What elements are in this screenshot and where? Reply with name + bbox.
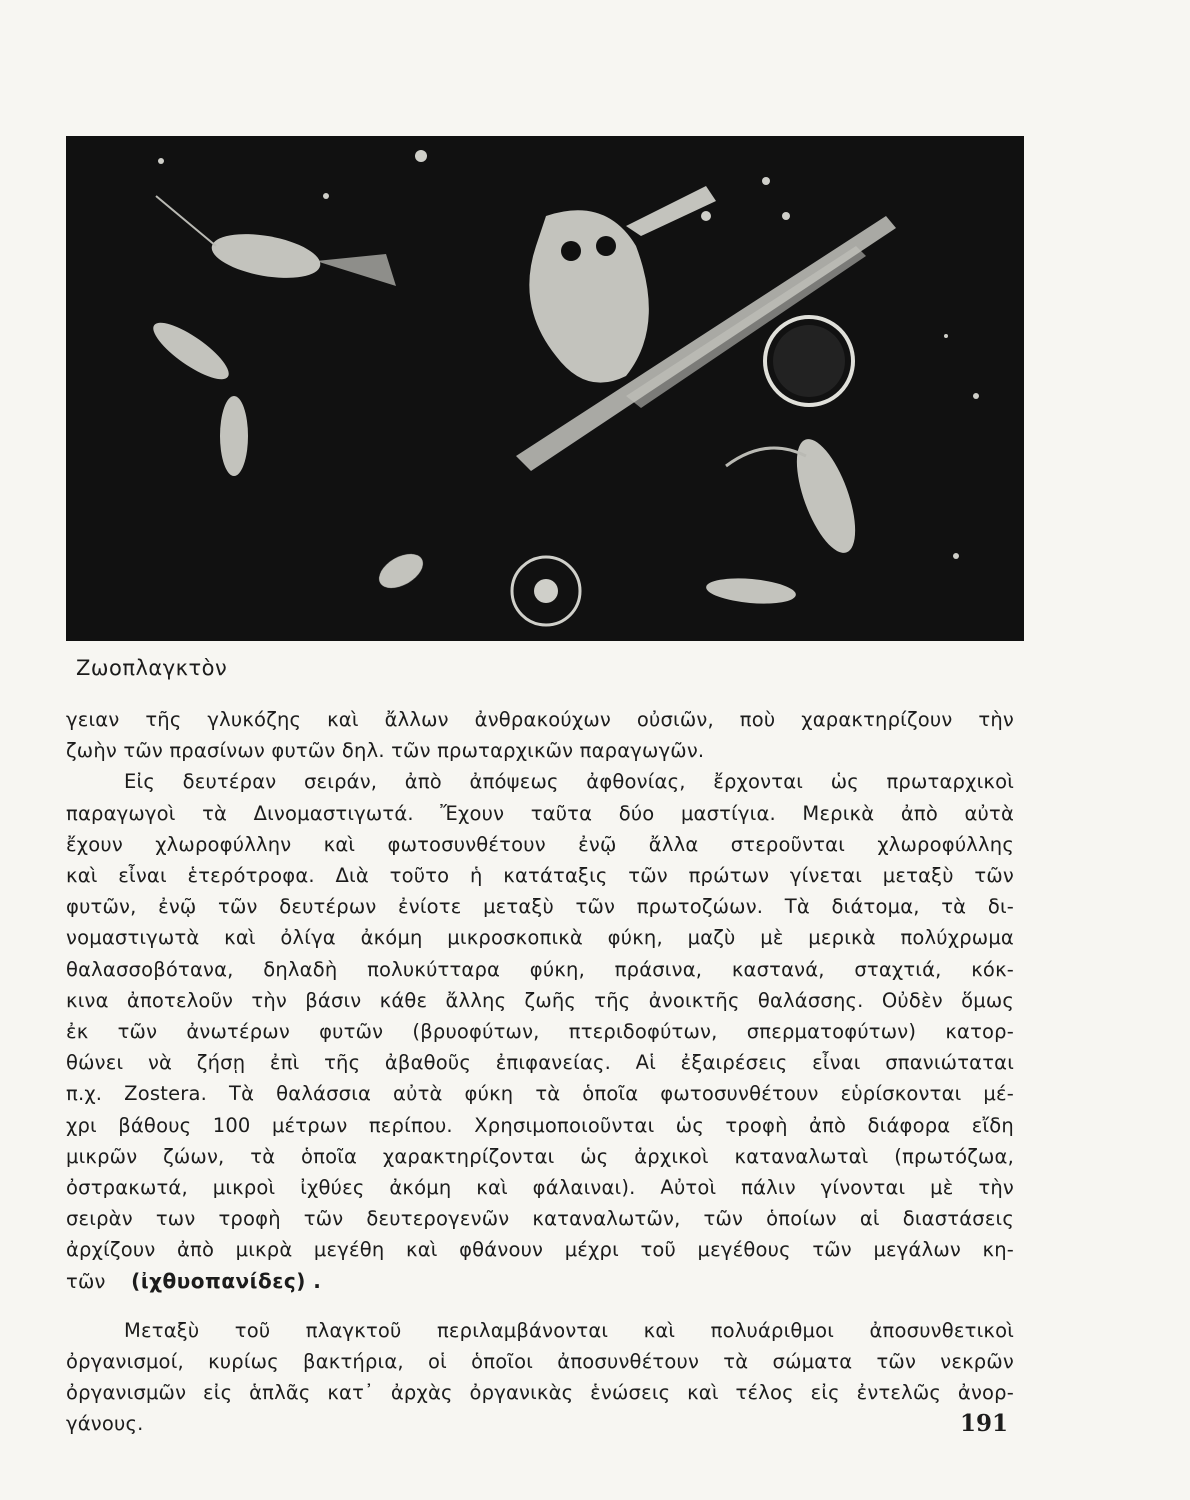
text-line: χρι βάθους 100 μέτρων περίπου. Χρησιμοποιοῦνται ὡς τροφὴ ἀπὸ διάφορα εἴδη bbox=[66, 1113, 1014, 1137]
zooplankton-photo bbox=[66, 136, 1024, 641]
text-line bbox=[66, 1266, 1014, 1297]
text-line: Εἰς δευτέραν σειράν, ἀπὸ ἀπόψεως ἀφθονίας, ἔρχονται ὡς πρωταρχικοὶ bbox=[124, 770, 1014, 794]
text-line: γάνους. bbox=[66, 1412, 144, 1436]
term-ichthyofauna: (ἰχθυοπανίδες) . bbox=[131, 1268, 322, 1293]
text-line: Μεταξὺ τοῦ πλαγκτοῦ περιλαμβάνονται καὶ πολυάριθμοι ἀποσυνθετικοὶ bbox=[124, 1318, 1014, 1342]
text-line: σειρὰν των τροφὴ τῶν δευτερογενῶν καταναλωτῶν, τῶν ὁποίων αἱ διαστάσεις bbox=[66, 1207, 1014, 1231]
text-line: ἔχουν χλωροφύλλην καὶ φωτοσυνθέτουν ἐνῷ ἄλλα στεροῦνται χλωροφύλλης bbox=[66, 832, 1014, 856]
zooplankton-illustration bbox=[66, 136, 1024, 641]
text-line: ὀργανισμῶν εἰς ἁπλᾶς κατ᾽ ἀρχὰς ὀργανικὰς ἑνώσεις καὶ τέλος εἰς ἐντελῶς ἀνορ- bbox=[66, 1381, 1014, 1405]
text-line: θώνει νὰ ζήσῃ ἐπὶ τῆς ἀβαθοῦς ἐπιφανείας. Αἱ ἐξαιρέσεις εἶναι σπανιώταται bbox=[66, 1051, 1014, 1075]
text-line: π.χ. Zostera. Τὰ θαλάσσια αὐτὰ φύκη τὰ ὁποῖα φωτοσυνθέτουν εὑρίσκονται μέ- bbox=[66, 1082, 1014, 1106]
text-line: κινα ἀποτελοῦν τὴν βάσιν κάθε ἄλλης ζωῆς τῆς ἀνοικτῆς θαλάσσης. Οὐδὲν ὅμως bbox=[66, 988, 1014, 1012]
text-line: φυτῶν, ἐνῷ τῶν δευτέρων ἐνίοτε μεταξὺ τῶν πρωτοζώων. Τὰ διάτομα, τὰ δι- bbox=[66, 895, 1014, 919]
text-line: γειαν τῆς γλυκόζης καὶ ἄλλων ἀνθρακούχων οὐσιῶν, ποὺ χαρακτηρίζουν τὴν bbox=[66, 708, 1014, 731]
text-line: παραγωγοὶ τὰ Δινομαστιγωτά. Ἔχουν ταῦτα δύο μαστίγια. Μερικὰ ἀπὸ αὐτὰ bbox=[66, 801, 1014, 825]
page-number: 191 bbox=[960, 1410, 1009, 1437]
text-line: ἀρχίζουν ἀπὸ μικρὰ μεγέθη καὶ φθάνουν μέχρι τοῦ μεγέθους τῶν μεγάλων κη- bbox=[66, 1238, 1014, 1262]
text-line: ζωὴν τῶν πρασίνων φυτῶν δηλ. τῶν πρωταρχικῶν παραγωγῶν. bbox=[66, 739, 705, 763]
text-line: μικρῶν ζώων, τὰ ὁποῖα χαρακτηρίζονται ὡς ἀρχικοὶ καταναλωταὶ (πρωτόζωα, bbox=[66, 1144, 1014, 1168]
text-line: ἐκ τῶν ἀνωτέρων φυτῶν (βρυοφύτων, πτεριδοφύτων, σπερματοφύτων) κατορ- bbox=[66, 1020, 1014, 1044]
text-line: καὶ εἶναι ἑτερότροφα. Διὰ τοῦτο ἡ κατάταξις τῶν πρώτων γίνεται μεταξὺ τῶν bbox=[66, 864, 1014, 888]
figure-caption: Ζωοπλαγκτὸν bbox=[76, 656, 228, 680]
text-line: θαλασσοβότανα, δηλαδὴ πολυκύτταρα φύκη, πράσινα, καστανά, σταχτιά, κόκ- bbox=[66, 957, 1014, 981]
body-text bbox=[66, 704, 1014, 1440]
text-line: ὀργανισμοί, κυρίως βακτήρια, οἱ ὁποῖοι ἀποσυνθέτουν τὰ σώματα τῶν νεκρῶν bbox=[66, 1350, 1014, 1374]
text-line: νομαστιγωτὰ καὶ ὀλίγα ἀκόμη μικροσκοπικὰ φύκη, μαζὺ μὲ μερικὰ πολύχρωμα bbox=[66, 926, 1014, 950]
text-line-start: τῶν bbox=[66, 1269, 106, 1293]
text-line: ὀστρακωτά, μικροὶ ἰχθύες ἀκόμη καὶ φάλαιναι). Αὐτοὶ πάλιν γίνονται μὲ τὴν bbox=[66, 1176, 1014, 1200]
